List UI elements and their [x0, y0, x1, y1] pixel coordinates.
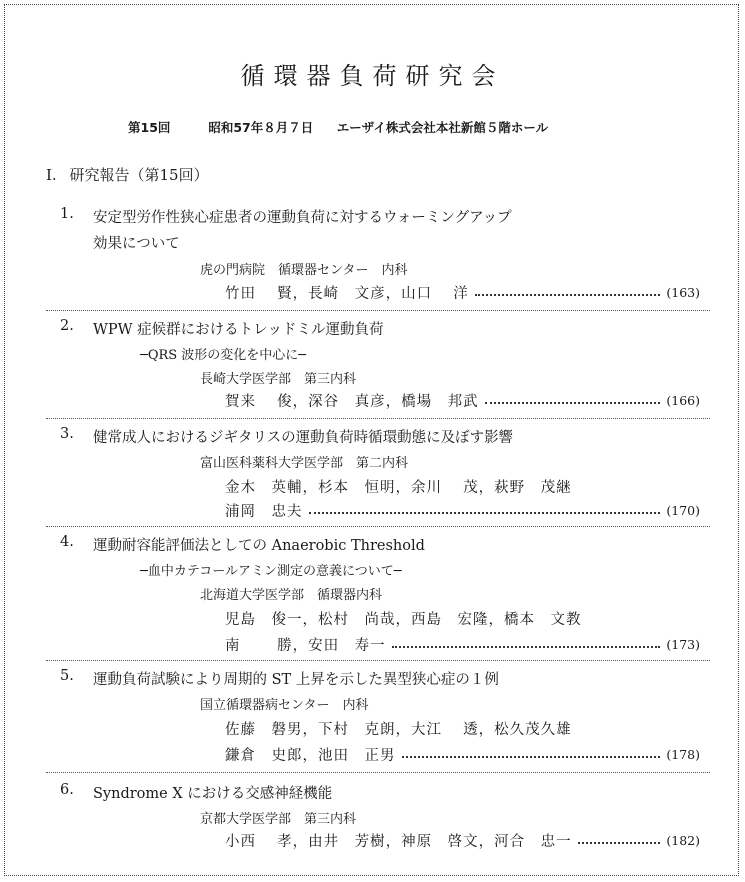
entry-authors-line — [225, 500, 700, 521]
entry-number: 1. — [60, 206, 74, 222]
entry-authors: 鎌倉 史郎，池田 正男 — [225, 748, 396, 764]
entry-institution: 国立循環器病センター 内科 — [200, 698, 369, 713]
entry-institution: 北海道大学医学部 循環器内科 — [200, 588, 383, 603]
entry-authors: 佐藤 磐男，下村 克朗，大江 透，松久茂久雄 — [225, 722, 572, 738]
entry-page: (163) — [666, 285, 700, 300]
leader-dots — [578, 842, 661, 844]
entry-authors: 竹田 賢，長崎 文彦，山口 洋 — [225, 286, 469, 302]
divider — [46, 310, 710, 311]
entry-institution: 虎の門病院 循環器センター 内科 — [200, 263, 408, 278]
entry-subtitle: ─QRS 波形の変化を中心に─ — [140, 348, 307, 363]
entry-authors: 浦岡 忠夫 — [225, 504, 303, 520]
meeting-number: 第15回 — [128, 120, 171, 135]
entry-authors-line — [225, 634, 700, 655]
meeting-date: 昭和57年８月７日 — [208, 120, 314, 135]
entry-number: 4. — [60, 534, 74, 550]
entry-authors: 児島 俊一，松村 尚哉，西島 宏隆，橋本 文教 — [225, 612, 582, 628]
entry-title-line: 効果について — [93, 236, 180, 252]
entry-institution: 富山医科薬科大学医学部 第二内科 — [200, 456, 409, 471]
entry-number: 3. — [60, 426, 74, 442]
entry-title-line: Syndrome X における交感神経機能 — [93, 786, 333, 802]
entry-title-line: 健常成人におけるジギタリスの運動負荷時循環動態に及ぼす影響 — [93, 430, 514, 446]
entry-authors: 南 勝，安田 寿一 — [225, 638, 386, 654]
entry-page: (178) — [666, 747, 700, 762]
section-number: Ⅰ. — [46, 166, 57, 184]
entry-title-line: 運動負荷試験により周期的 ST 上昇を示した異型狭心症の１例 — [93, 672, 499, 688]
entry-institution: 京都大学医学部 第三内科 — [200, 812, 357, 827]
entry-page: (166) — [666, 393, 700, 408]
entry-number: 6. — [60, 782, 74, 798]
entry-authors-line — [225, 744, 700, 765]
divider — [46, 772, 710, 773]
entry-title-line: WPW 症候群におけるトレッドミル運動負荷 — [93, 322, 384, 338]
leader-dots — [485, 402, 661, 404]
entry-institution: 長崎大学医学部 第三内科 — [200, 372, 357, 387]
entry-number: 5. — [60, 668, 74, 684]
document-title: 循環器負荷研究会 — [240, 62, 505, 90]
entry-page: (170) — [666, 503, 700, 518]
divider — [46, 418, 710, 419]
entry-subtitle: ─血中カテコールアミン測定の意義について─ — [140, 564, 402, 579]
entry-page: (173) — [666, 637, 700, 652]
entry-authors: 金木 英輔，杉本 恒明，余川 茂，萩野 茂継 — [225, 480, 572, 496]
leader-dots — [392, 646, 661, 648]
divider — [46, 660, 710, 661]
entry-authors-line — [225, 282, 700, 303]
divider — [46, 526, 710, 527]
meeting-venue: エーザイ株式会社本社新館５階ホール — [336, 120, 549, 135]
entry-page: (182) — [666, 833, 700, 848]
entry-authors-line — [225, 390, 700, 411]
entry-title-line: 運動耐容能評価法としての Anaerobic Threshold — [93, 538, 425, 554]
meeting-info — [128, 118, 548, 136]
entry-authors-line — [225, 830, 700, 851]
leader-dots — [309, 512, 661, 514]
entry-authors: 小西 孝，由井 芳樹，神原 啓文，河合 忠一 — [225, 834, 572, 850]
entry-authors: 賀来 俊，深谷 真彦，橋場 邦武 — [225, 394, 479, 410]
entry-number: 2. — [60, 318, 74, 334]
section-heading — [46, 164, 209, 185]
leader-dots — [402, 756, 661, 758]
entry-title-line: 安定型労作性狭心症患者の運動負荷に対するウォーミングアップ — [93, 210, 512, 226]
leader-dots — [475, 294, 661, 296]
section-title: 研究報告（第15回） — [69, 166, 209, 184]
